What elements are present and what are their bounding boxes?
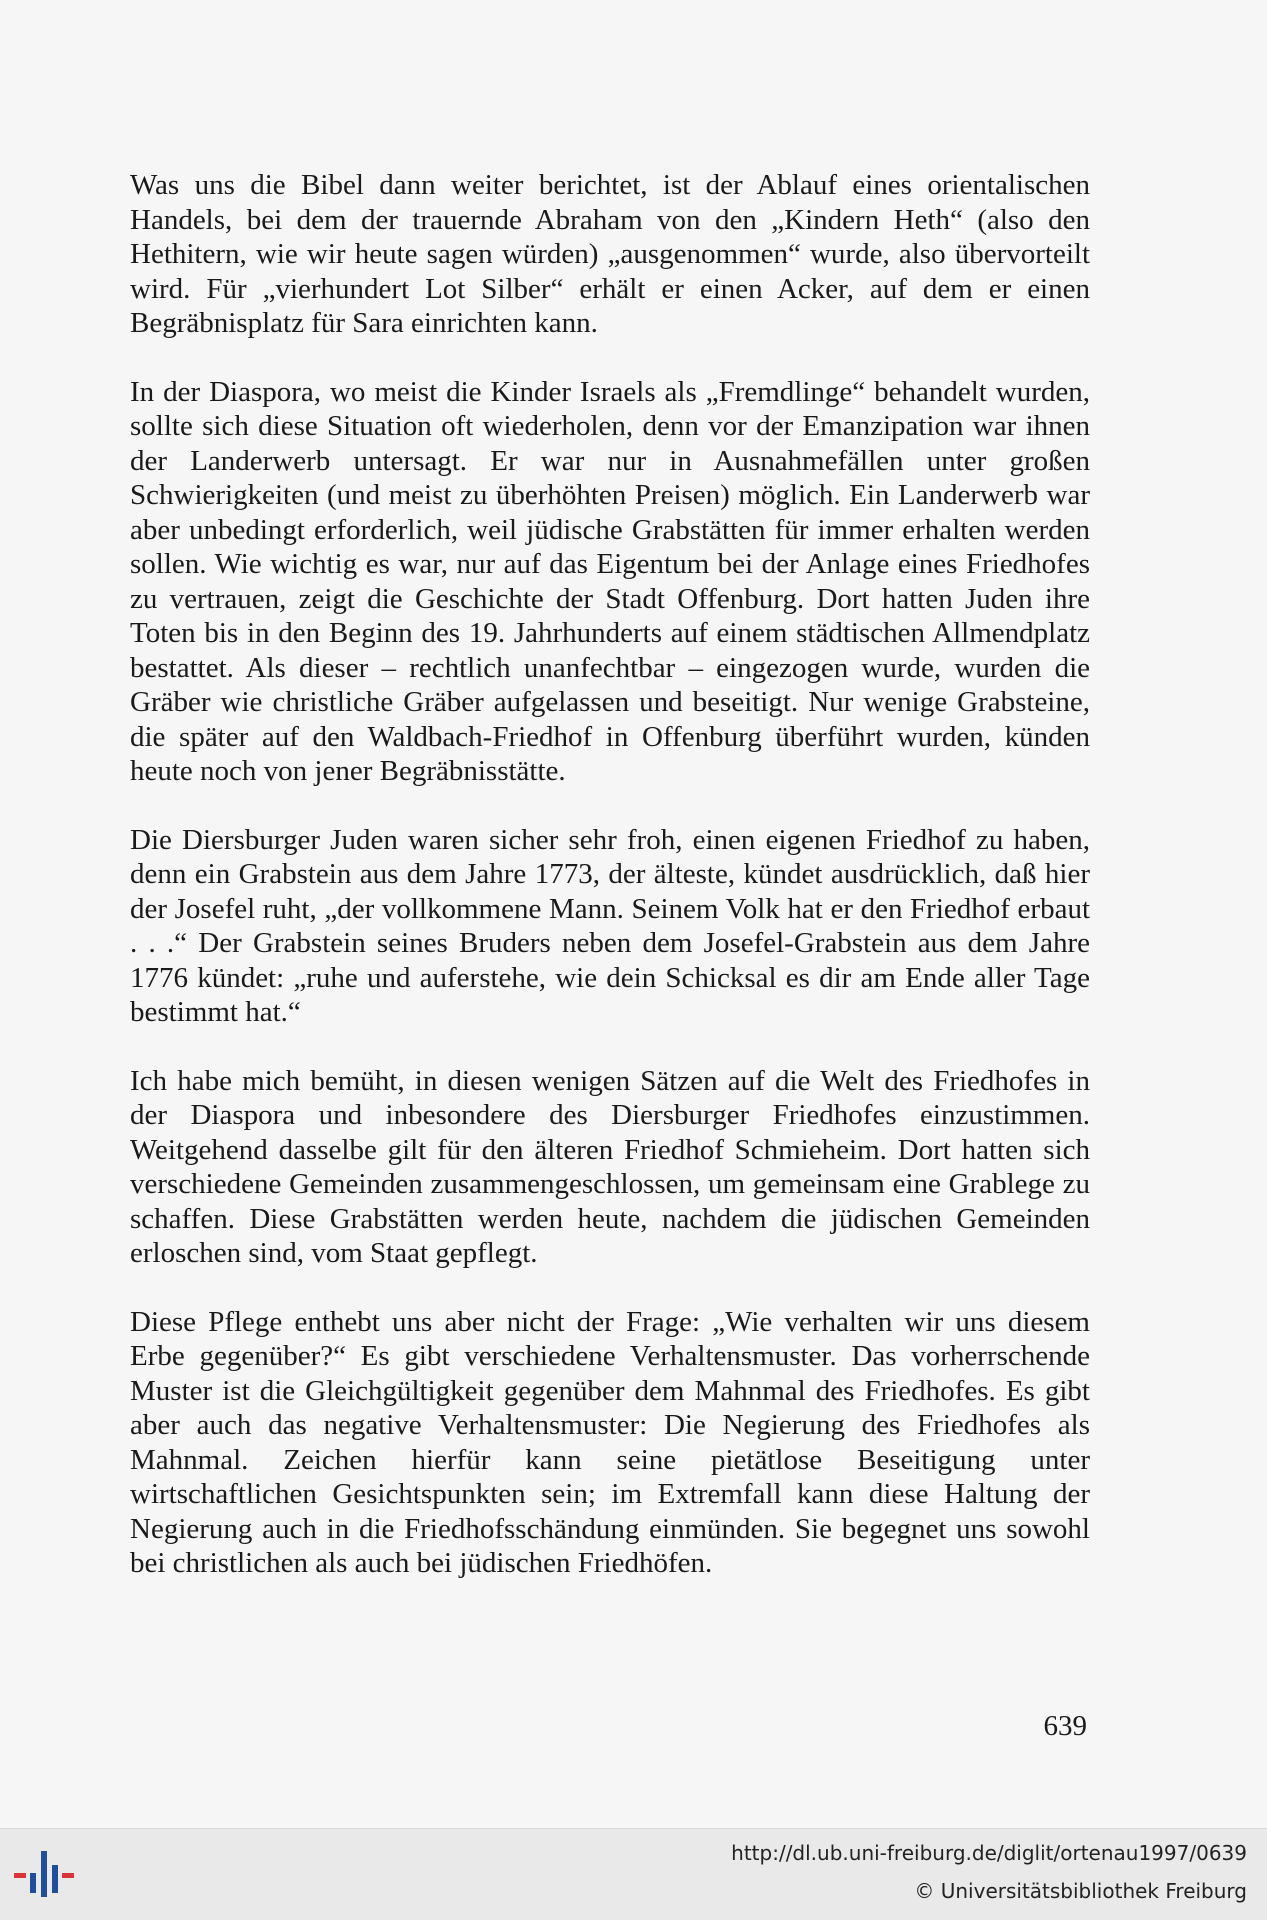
paragraph-2: In der Diaspora, wo meist die Kinder Israels als „Fremdlinge“ behandelt wurden, sollte sich diese Situation oft wiederholen, denn vor der Emanzipation war ihnen der Landerwerb untersagt. Er war nur in Ausnahmefällen unter großen Schwierigkeiten (und meist zu überhöhten Preisen) möglich. Ein Landerwerb war aber unbedingt erforderlich, weil jüdische Grabstätten für immer erhalten werden sollen. Wie wichtig es war, nur auf das Eigentum bei der Anlage eines Friedhofes zu vertrauen, zeigt die Geschichte der Stadt Offenburg. Dort hatten Juden ihre Toten bis in den Beginn des 19. Jahrhunderts auf einem städtischen Allmendplatz bestattet. Als dieser – rechtlich unanfechtbar – eingezogen wurde, wurden die Gräber wie christliche Gräber aufgelassen und beseitigt. Nur wenige Grabsteine, die später auf den Waldbach-Friedhof in Offenburg überführt wurden, künden heute noch von jener Begräbnisstätte. (130, 375, 1090, 787)
body-text (130, 168, 1090, 1615)
paragraph-1: Was uns die Bibel dann weiter berichtet, ist der Ablauf eines orientalischen Handels, bei dem der trauernde Abraham von den „Kindern Heth“ (also den Hethitern, wie wir heute sagen würden) „ausgenommen“ wurde, also übervorteilt wird. Für „vierhundert Lot Silber“ erhält er einen Acker, auf dem er einen Begräbnisplatz für Sara einrichten kann. (130, 169, 1090, 339)
footer-copyright: © Universitätsbibliothek Freiburg (914, 1879, 1247, 1903)
paragraph-3: Die Diersburger Juden waren sicher sehr froh, einen eigenen Friedhof zu haben, denn ein Grabstein aus dem Jahre 1773, der älteste, kündet ausdrücklich, daß hier der Josefel ruht, „der vollkommene Mann. Seinem Volk hat er den Friedhof erbaut . . .“ Der Grabstein seines Bruders neben dem Josefel-Grabstein aus dem Jahre 1776 kündet: „ruhe und auferstehe, wie dein Schicksal es dir am Ende aller Tage bestimmt hat.“ (130, 823, 1090, 1028)
paragraph-4: Ich habe mich bemüht, in diesen wenigen Sätzen auf die Welt des Friedhofes in der Diaspora und inbesondere des Diersburger Friedhofes einzustimmen. Weitgehend dasselbe gilt für den älteren Friedhof Schmieheim. Dort hatten sich verschiedene Gemeinden zusammengeschlossen, um gemeinsam eine Grablege zu schaffen. Diese Grabstätten werden heute, nachdem die jüdischen Gemeinden erloschen sind, vom Staat gepflegt. (130, 1064, 1090, 1269)
footer-url-link[interactable]: http://dl.ub.uni-freiburg.de/diglit/ortenau1997/0639 (731, 1841, 1247, 1865)
paragraph-5: Diese Pflege enthebt uns aber nicht der Frage: „Wie verhalten wir uns diesem Erbe gegenüber?“ Es gibt verschiedene Verhaltensmuster. Das vorherrschende Muster ist die Gleichgültigkeit gegenüber dem Mahnmal des Friedhofes. Es gibt aber auch das negative Verhaltensmuster: Die Negierung des Friedhofes als Mahnmal. Zeichen hierfür kann seine pietätlose Beseitigung unter wirtschaftlichen Gesichtspunkten sein; im Extremfall kann diese Haltung der Negierung auch in die Friedhofsschändung einmünden. Sie begegnet uns sowohl bei christlichen als auch bei jüdischen Friedhöfen. (130, 1305, 1090, 1579)
footer-bar (0, 1828, 1267, 1920)
page-number: 639 (1043, 1710, 1087, 1742)
ub-freiburg-logo-icon (14, 1843, 78, 1903)
